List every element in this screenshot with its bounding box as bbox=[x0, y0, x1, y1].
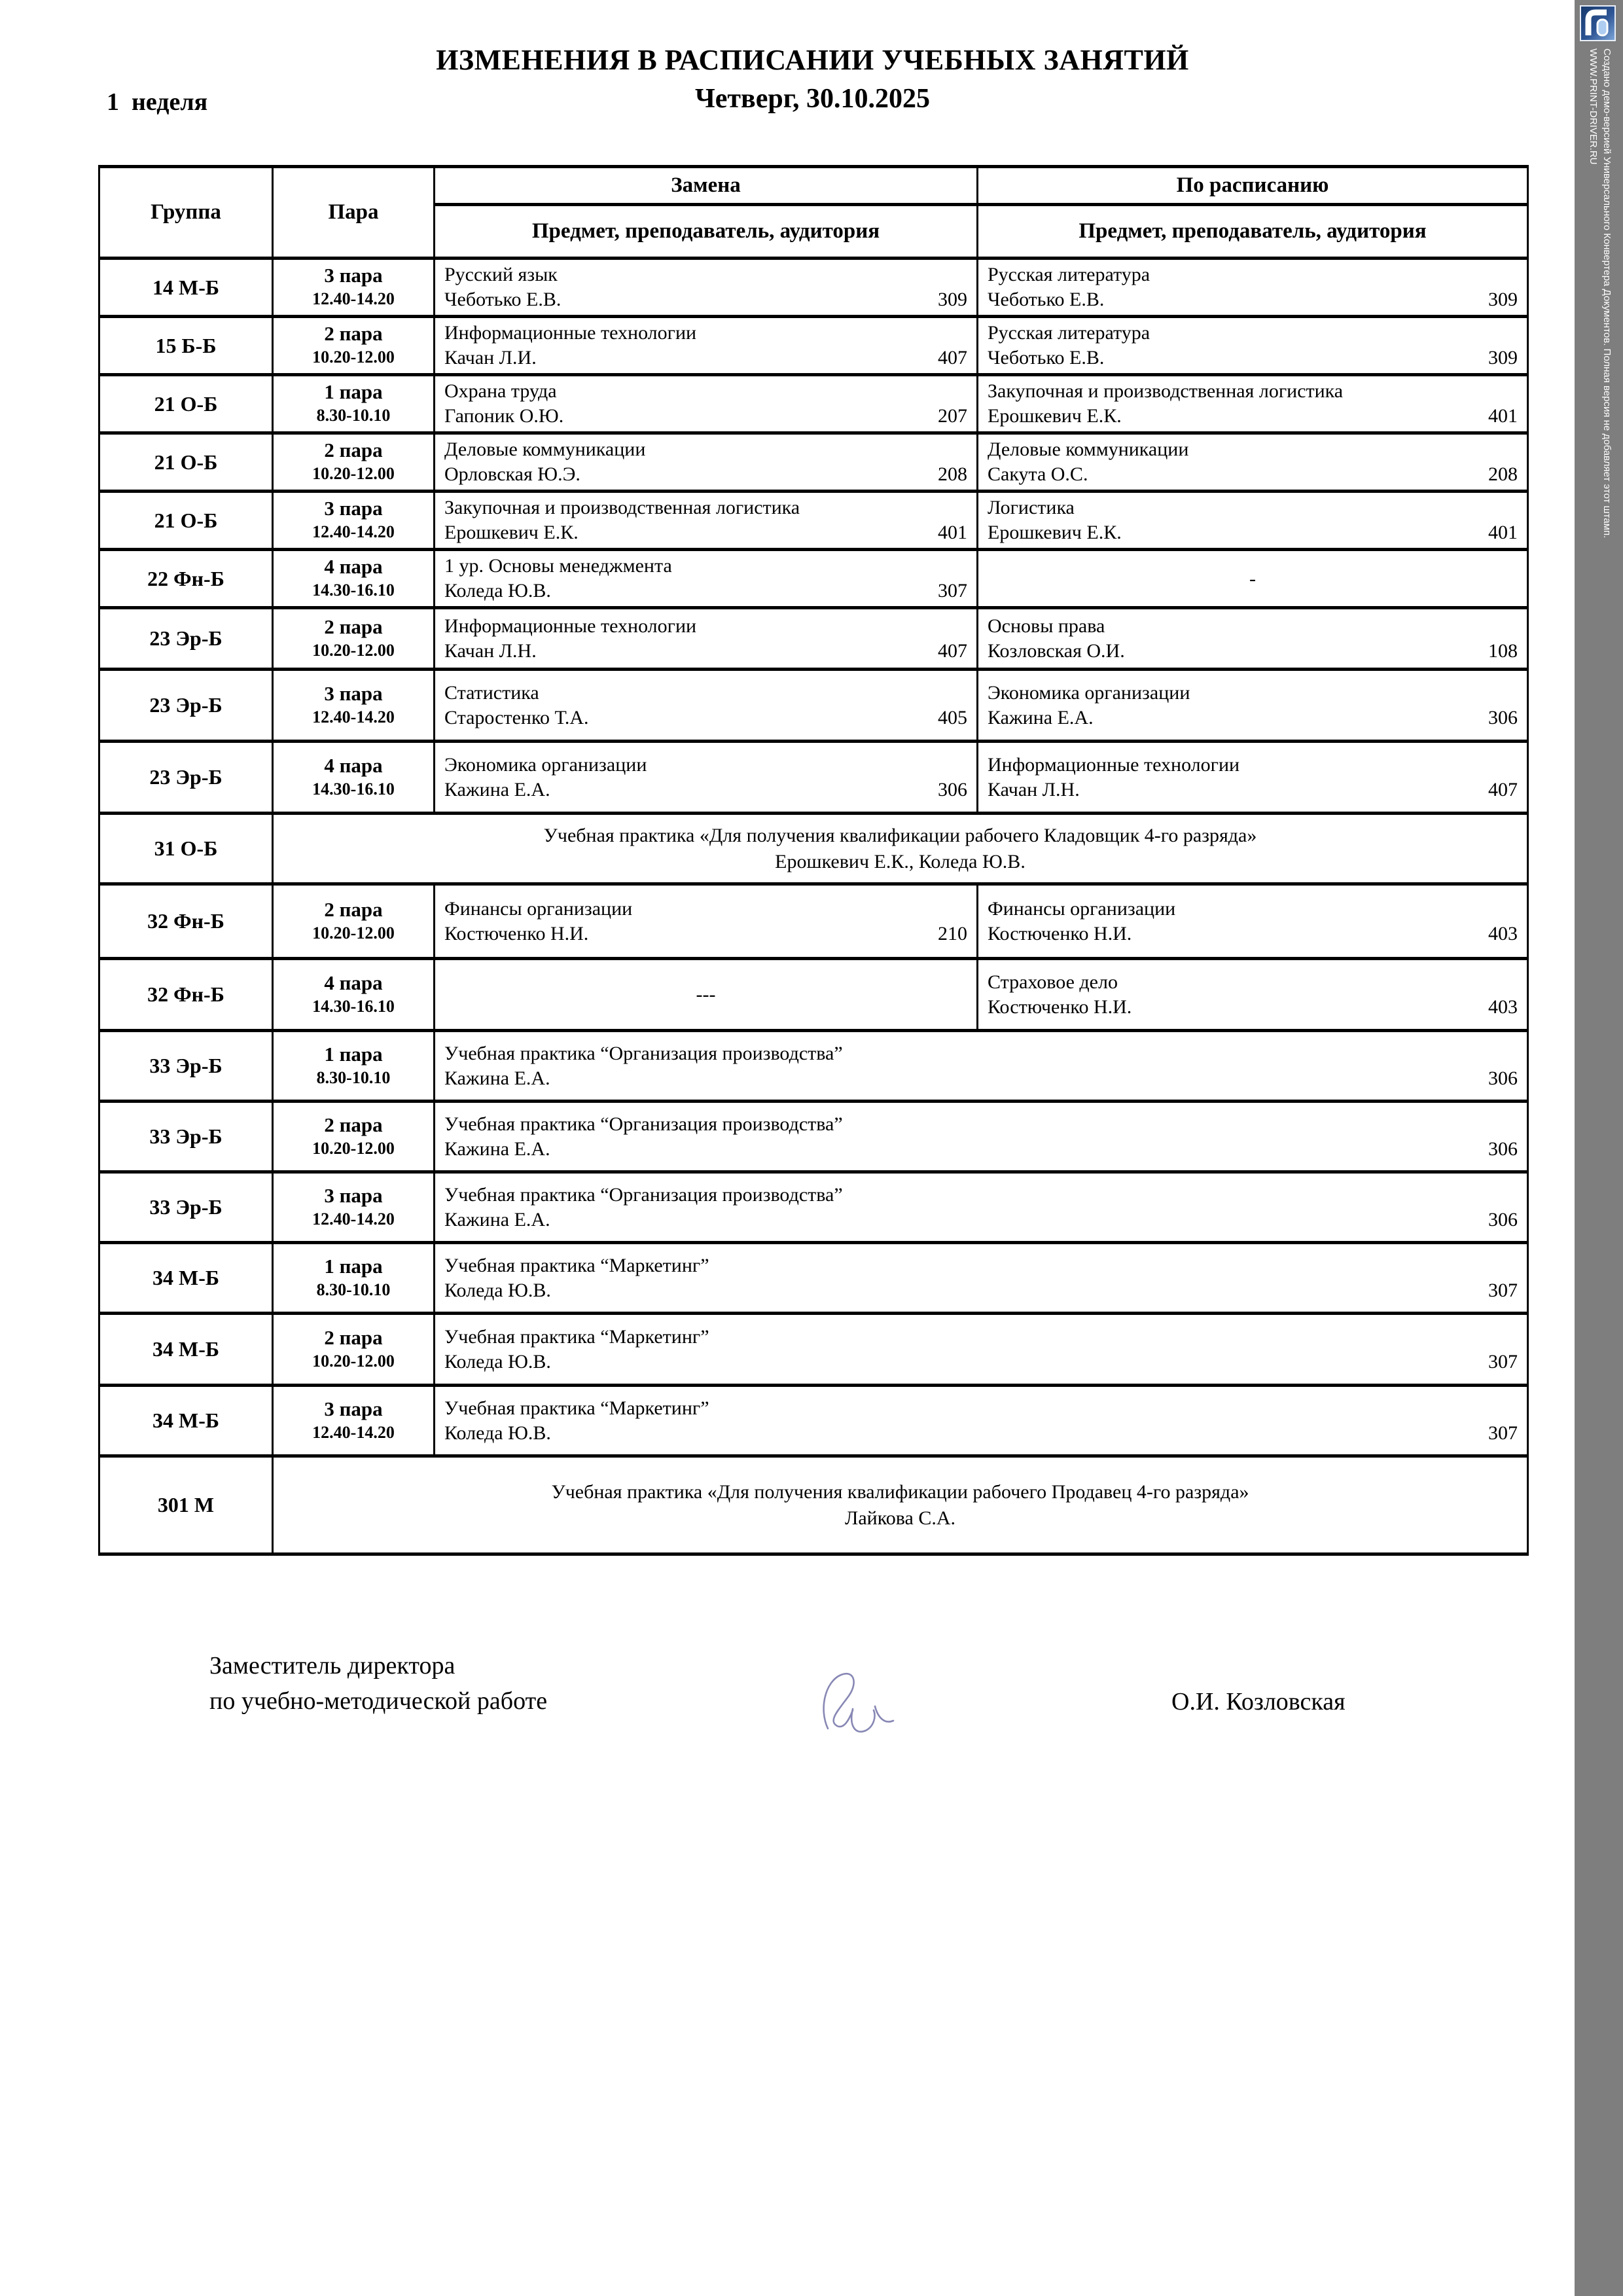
signer-name: О.И. Козловская bbox=[1171, 1688, 1346, 1715]
position-line1: Заместитель директора bbox=[209, 1652, 455, 1679]
subject-text: Учебная практика “Маркетинг” bbox=[444, 1254, 709, 1276]
practice-cell bbox=[273, 814, 1528, 884]
subject-text: Учебная практика “Организация производства” bbox=[444, 1183, 843, 1206]
pair-cell bbox=[273, 1243, 435, 1314]
scheduled-cell bbox=[978, 433, 1528, 492]
room-number: 407 bbox=[1488, 778, 1518, 800]
practice-cell bbox=[273, 1456, 1528, 1554]
teacher-text: Гапоник О.Ю. bbox=[444, 405, 564, 427]
table-row bbox=[99, 317, 1528, 375]
group-cell: 34 М-Б bbox=[99, 1386, 273, 1456]
replacement-cell bbox=[435, 375, 978, 433]
pair-cell bbox=[273, 1102, 435, 1172]
room-number: 306 bbox=[1488, 1138, 1518, 1160]
pair-time: 10.20-12.00 bbox=[312, 1351, 395, 1371]
group-cell: 301 М bbox=[99, 1456, 273, 1554]
pair-time: 8.30-10.10 bbox=[316, 1067, 391, 1087]
subheader-raspisanie: Предмет, преподаватель, аудитория bbox=[978, 205, 1528, 259]
column-header-zamena: Замена bbox=[435, 167, 978, 205]
group-cell: 22 Фн-Б bbox=[99, 550, 273, 608]
scheduled-cell bbox=[978, 317, 1528, 375]
room-number: 309 bbox=[938, 289, 967, 310]
pair-cell bbox=[273, 1314, 435, 1386]
pair-number: 4 пара bbox=[324, 555, 383, 578]
teacher-text: Ерошкевич Е.К. bbox=[988, 522, 1122, 543]
group-cell: 33 Эр-Б bbox=[99, 1102, 273, 1172]
practice-cell bbox=[435, 1386, 1528, 1456]
room-number: 401 bbox=[1488, 405, 1518, 427]
teacher-text: Ерошкевич Е.К. bbox=[444, 522, 579, 543]
pair-cell bbox=[273, 1031, 435, 1102]
pair-time: 12.40-14.20 bbox=[312, 1209, 395, 1229]
group-cell: 14 М-Б bbox=[99, 259, 273, 317]
dash-text: - bbox=[1249, 568, 1256, 590]
group-cell: 23 Эр-Б bbox=[99, 608, 273, 670]
table-row bbox=[99, 670, 1528, 742]
pair-number: 1 пара bbox=[324, 1254, 383, 1278]
pair-cell bbox=[273, 608, 435, 670]
pair-number: 2 пара bbox=[324, 897, 383, 921]
table-row-practice bbox=[99, 1172, 1528, 1243]
teacher-text: Сакута О.С. bbox=[988, 463, 1088, 485]
subject-text: Учебная практика “Организация производства” bbox=[444, 1113, 843, 1135]
table-row-practice bbox=[99, 814, 1528, 884]
teacher-text: Чеботько Е.В. bbox=[988, 289, 1105, 310]
scheduled-cell bbox=[978, 742, 1528, 814]
room-number: 307 bbox=[1488, 1350, 1518, 1372]
pair-cell bbox=[273, 375, 435, 433]
scheduled-cell bbox=[978, 375, 1528, 433]
table-row bbox=[99, 550, 1528, 608]
group-cell: 15 Б-Б bbox=[99, 317, 273, 375]
subject-text: Логистика bbox=[988, 497, 1075, 518]
pair-time: 12.40-14.20 bbox=[312, 1422, 395, 1442]
demo-stamp-strip bbox=[1575, 0, 1623, 2296]
table-row-practice bbox=[99, 1386, 1528, 1456]
subject-text: Охрана труда bbox=[444, 380, 557, 402]
scheduled-cell bbox=[978, 492, 1528, 550]
subject-text: Русская литература bbox=[988, 264, 1150, 285]
group-cell: 33 Эр-Б bbox=[99, 1031, 273, 1102]
pair-number: 1 пара bbox=[324, 380, 383, 403]
schedule-changes-table bbox=[98, 165, 1529, 1556]
subject-text: Закупочная и производственная логистика bbox=[444, 497, 800, 518]
pair-cell bbox=[273, 1386, 435, 1456]
teacher-text: Костюченко Н.И. bbox=[444, 922, 589, 944]
table-row bbox=[99, 375, 1528, 433]
subject-text: Деловые коммуникации bbox=[444, 439, 646, 460]
pair-cell bbox=[273, 959, 435, 1031]
scheduled-cell bbox=[978, 959, 1528, 1031]
document-header bbox=[98, 43, 1527, 115]
replacement-cell bbox=[435, 608, 978, 670]
room-number: 208 bbox=[1488, 463, 1518, 485]
room-number: 401 bbox=[938, 522, 967, 543]
teacher-text: Кажина Е.А. bbox=[988, 706, 1094, 728]
signature-block bbox=[209, 1648, 547, 1719]
teacher-text: Кажина Е.А. bbox=[444, 778, 550, 800]
subheader-zamena: Предмет, преподаватель, аудитория bbox=[435, 205, 978, 259]
dash-text: --- bbox=[696, 983, 716, 1005]
page-title: ИЗМЕНЕНИЯ В РАСПИСАНИИ УЧЕБНЫХ ЗАНЯТИЙ bbox=[436, 44, 1189, 76]
practice-cell bbox=[435, 1314, 1528, 1386]
udc-logo-icon bbox=[1580, 5, 1616, 41]
practice-cell bbox=[435, 1102, 1528, 1172]
teacher-text: Ерошкевич Е.К. bbox=[988, 405, 1122, 427]
group-cell: 32 Фн-Б bbox=[99, 884, 273, 959]
replacement-cell-empty bbox=[435, 959, 978, 1031]
group-cell: 32 Фн-Б bbox=[99, 959, 273, 1031]
teacher-text: Костюченко Н.И. bbox=[988, 996, 1132, 1018]
room-number: 309 bbox=[1488, 347, 1518, 368]
replacement-cell bbox=[435, 492, 978, 550]
room-number: 208 bbox=[938, 463, 967, 485]
scheduled-cell bbox=[978, 884, 1528, 959]
pair-number: 3 пара bbox=[324, 497, 383, 520]
room-number: 309 bbox=[1488, 289, 1518, 310]
group-cell: 34 М-Б bbox=[99, 1314, 273, 1386]
subject-text: Закупочная и производственная логистика bbox=[988, 380, 1344, 402]
column-header-para: Пара bbox=[273, 167, 435, 259]
teacher-text: Коледа Ю.В. bbox=[444, 1350, 551, 1372]
teacher-text: Козловская О.И. bbox=[988, 639, 1125, 662]
group-cell: 34 М-Б bbox=[99, 1243, 273, 1314]
practice-teachers: Лайкова С.А. bbox=[844, 1507, 956, 1529]
teacher-text: Кажина Е.А. bbox=[444, 1208, 550, 1230]
pair-cell bbox=[273, 884, 435, 959]
pair-number: 1 пара bbox=[324, 1042, 383, 1066]
subject-text: Основы права bbox=[988, 615, 1105, 637]
demo-stamp-text bbox=[1586, 48, 1614, 559]
room-number: 207 bbox=[938, 405, 967, 427]
table-row bbox=[99, 959, 1528, 1031]
teacher-text: Качан Л.И. bbox=[444, 347, 537, 368]
group-cell: 23 Эр-Б bbox=[99, 742, 273, 814]
table-row-practice bbox=[99, 1243, 1528, 1314]
demo-stamp-line1: Создано демо-версией Универсального Конвертера Документов. Полная версия не добавляет этот штамп. bbox=[1601, 48, 1613, 539]
teacher-text: Качан Л.Н. bbox=[444, 639, 537, 662]
table-row bbox=[99, 608, 1528, 670]
pair-number: 4 пара bbox=[324, 753, 383, 777]
group-cell: 23 Эр-Б bbox=[99, 670, 273, 742]
room-number: 407 bbox=[938, 347, 967, 368]
subject-text: Финансы организации bbox=[988, 897, 1176, 920]
teacher-text: Орловская Ю.Э. bbox=[444, 463, 580, 485]
teacher-text: Коледа Ю.В. bbox=[444, 1422, 551, 1444]
pair-cell bbox=[273, 670, 435, 742]
subject-text: Информационные технологии bbox=[444, 615, 697, 637]
room-number: 306 bbox=[1488, 1208, 1518, 1230]
subject-text: Деловые коммуникации bbox=[988, 439, 1189, 460]
subject-text: Учебная практика “Организация производства” bbox=[444, 1042, 843, 1064]
table-row-practice bbox=[99, 1031, 1528, 1102]
room-number: 407 bbox=[938, 639, 967, 662]
pair-time: 8.30-10.10 bbox=[316, 406, 391, 425]
subject-text: Информационные технологии bbox=[988, 753, 1240, 776]
practice-cell bbox=[435, 1172, 1528, 1243]
demo-stamp-line2: WWW.PRINT-DRIVER.RU bbox=[1588, 48, 1599, 165]
teacher-text: Чеботько Е.В. bbox=[988, 347, 1105, 368]
teacher-text: Качан Л.Н. bbox=[988, 778, 1080, 800]
pair-time: 12.40-14.20 bbox=[312, 522, 395, 541]
room-number: 306 bbox=[1488, 706, 1518, 728]
room-number: 403 bbox=[1488, 922, 1518, 944]
teacher-text: Чеботько Е.В. bbox=[444, 289, 562, 310]
scheduled-cell-empty bbox=[978, 550, 1528, 608]
pair-cell bbox=[273, 742, 435, 814]
table-row bbox=[99, 742, 1528, 814]
room-number: 405 bbox=[938, 706, 967, 728]
pair-time: 12.40-14.20 bbox=[312, 707, 395, 726]
replacement-cell bbox=[435, 317, 978, 375]
replacement-cell bbox=[435, 670, 978, 742]
pair-number: 3 пара bbox=[324, 264, 383, 287]
room-number: 401 bbox=[1488, 522, 1518, 543]
pair-number: 2 пара bbox=[324, 322, 383, 345]
pair-cell bbox=[273, 433, 435, 492]
subject-text: Русский язык bbox=[444, 264, 558, 285]
group-cell: 21 О-Б bbox=[99, 433, 273, 492]
pair-number: 2 пара bbox=[324, 615, 383, 638]
replacement-cell bbox=[435, 259, 978, 317]
replacement-cell bbox=[435, 550, 978, 608]
signature-stroke bbox=[808, 1666, 913, 1751]
pair-time: 12.40-14.20 bbox=[312, 289, 395, 308]
subject-text: Экономика организации bbox=[988, 681, 1190, 704]
room-number: 210 bbox=[938, 922, 967, 944]
pair-number: 3 пара bbox=[324, 1183, 383, 1207]
pair-cell bbox=[273, 1172, 435, 1243]
pair-time: 10.20-12.00 bbox=[312, 464, 395, 483]
subject-text: Статистика bbox=[444, 681, 539, 704]
group-cell: 21 О-Б bbox=[99, 375, 273, 433]
pair-number: 2 пара bbox=[324, 1325, 383, 1349]
pair-time: 14.30-16.10 bbox=[312, 779, 395, 798]
pair-cell bbox=[273, 550, 435, 608]
teacher-text: Костюченко Н.И. bbox=[988, 922, 1132, 944]
practice-cell bbox=[435, 1243, 1528, 1314]
column-header-group: Группа bbox=[99, 167, 273, 259]
group-cell: 33 Эр-Б bbox=[99, 1172, 273, 1243]
teacher-text: Коледа Ю.В. bbox=[444, 1279, 551, 1301]
room-number: 307 bbox=[1488, 1279, 1518, 1301]
room-number: 307 bbox=[1488, 1422, 1518, 1444]
subject-text: Страховое дело bbox=[988, 971, 1118, 993]
practice-title: Учебная практика «Для получения квалификации рабочего Продавец 4-го разряда» bbox=[551, 1480, 1249, 1503]
table-row bbox=[99, 433, 1528, 492]
replacement-cell bbox=[435, 433, 978, 492]
pair-time: 14.30-16.10 bbox=[312, 581, 395, 600]
room-number: 306 bbox=[1488, 1067, 1518, 1089]
teacher-text: Кажина Е.А. bbox=[444, 1138, 550, 1160]
pair-cell bbox=[273, 317, 435, 375]
subject-text: 1 ур. Основы менеджмента bbox=[444, 555, 672, 577]
pair-number: 2 пара bbox=[324, 1113, 383, 1136]
subject-text: Русская литература bbox=[988, 322, 1150, 344]
replacement-cell bbox=[435, 884, 978, 959]
table-row-practice bbox=[99, 1314, 1528, 1386]
subject-text: Экономика организации bbox=[444, 753, 647, 776]
scheduled-cell bbox=[978, 670, 1528, 742]
position-line2: по учебно-методической работе bbox=[209, 1687, 548, 1715]
teacher-text: Кажина Е.А. bbox=[444, 1067, 550, 1089]
subject-text: Учебная практика “Маркетинг” bbox=[444, 1325, 709, 1348]
scheduled-cell bbox=[978, 608, 1528, 670]
pair-cell bbox=[273, 492, 435, 550]
pair-time: 10.20-12.00 bbox=[312, 923, 395, 942]
room-number: 306 bbox=[938, 778, 967, 800]
table-row bbox=[99, 492, 1528, 550]
pair-time: 10.20-12.00 bbox=[312, 640, 395, 660]
room-number: 307 bbox=[938, 580, 967, 601]
week-label: 1 неделя bbox=[107, 88, 208, 116]
pair-time: 10.20-12.00 bbox=[312, 1138, 395, 1158]
subject-text: Информационные технологии bbox=[444, 322, 697, 344]
pair-time: 8.30-10.10 bbox=[316, 1280, 391, 1299]
practice-cell bbox=[435, 1031, 1528, 1102]
group-cell: 21 О-Б bbox=[99, 492, 273, 550]
group-cell: 31 О-Б bbox=[99, 814, 273, 884]
subject-text: Финансы организации bbox=[444, 897, 633, 920]
table-row bbox=[99, 259, 1528, 317]
practice-teachers: Ерошкевич Е.К., Коледа Ю.В. bbox=[775, 850, 1026, 872]
replacement-cell bbox=[435, 742, 978, 814]
date-label: Четверг, 30.10.2025 bbox=[694, 84, 931, 114]
scheduled-cell bbox=[978, 259, 1528, 317]
table-row-practice bbox=[99, 1456, 1528, 1554]
teacher-text: Коледа Ю.В. bbox=[444, 580, 551, 601]
pair-number: 4 пара bbox=[324, 971, 383, 994]
pair-time: 14.30-16.10 bbox=[312, 996, 395, 1016]
pair-number: 3 пара bbox=[324, 1397, 383, 1420]
table-row-practice bbox=[99, 1102, 1528, 1172]
pair-time: 10.20-12.00 bbox=[312, 348, 395, 367]
pair-cell bbox=[273, 259, 435, 317]
room-number: 108 bbox=[1488, 639, 1518, 662]
table-row bbox=[99, 884, 1528, 959]
room-number: 403 bbox=[1488, 996, 1518, 1018]
pair-number: 3 пара bbox=[324, 681, 383, 705]
practice-title: Учебная практика «Для получения квалификации рабочего Кладовщик 4-го разряда» bbox=[543, 824, 1257, 846]
subject-text: Учебная практика “Маркетинг” bbox=[444, 1397, 709, 1419]
pair-number: 2 пара bbox=[324, 439, 383, 461]
teacher-text: Старостенко Т.А. bbox=[444, 706, 589, 728]
column-header-raspisanie: По расписанию bbox=[978, 167, 1528, 205]
